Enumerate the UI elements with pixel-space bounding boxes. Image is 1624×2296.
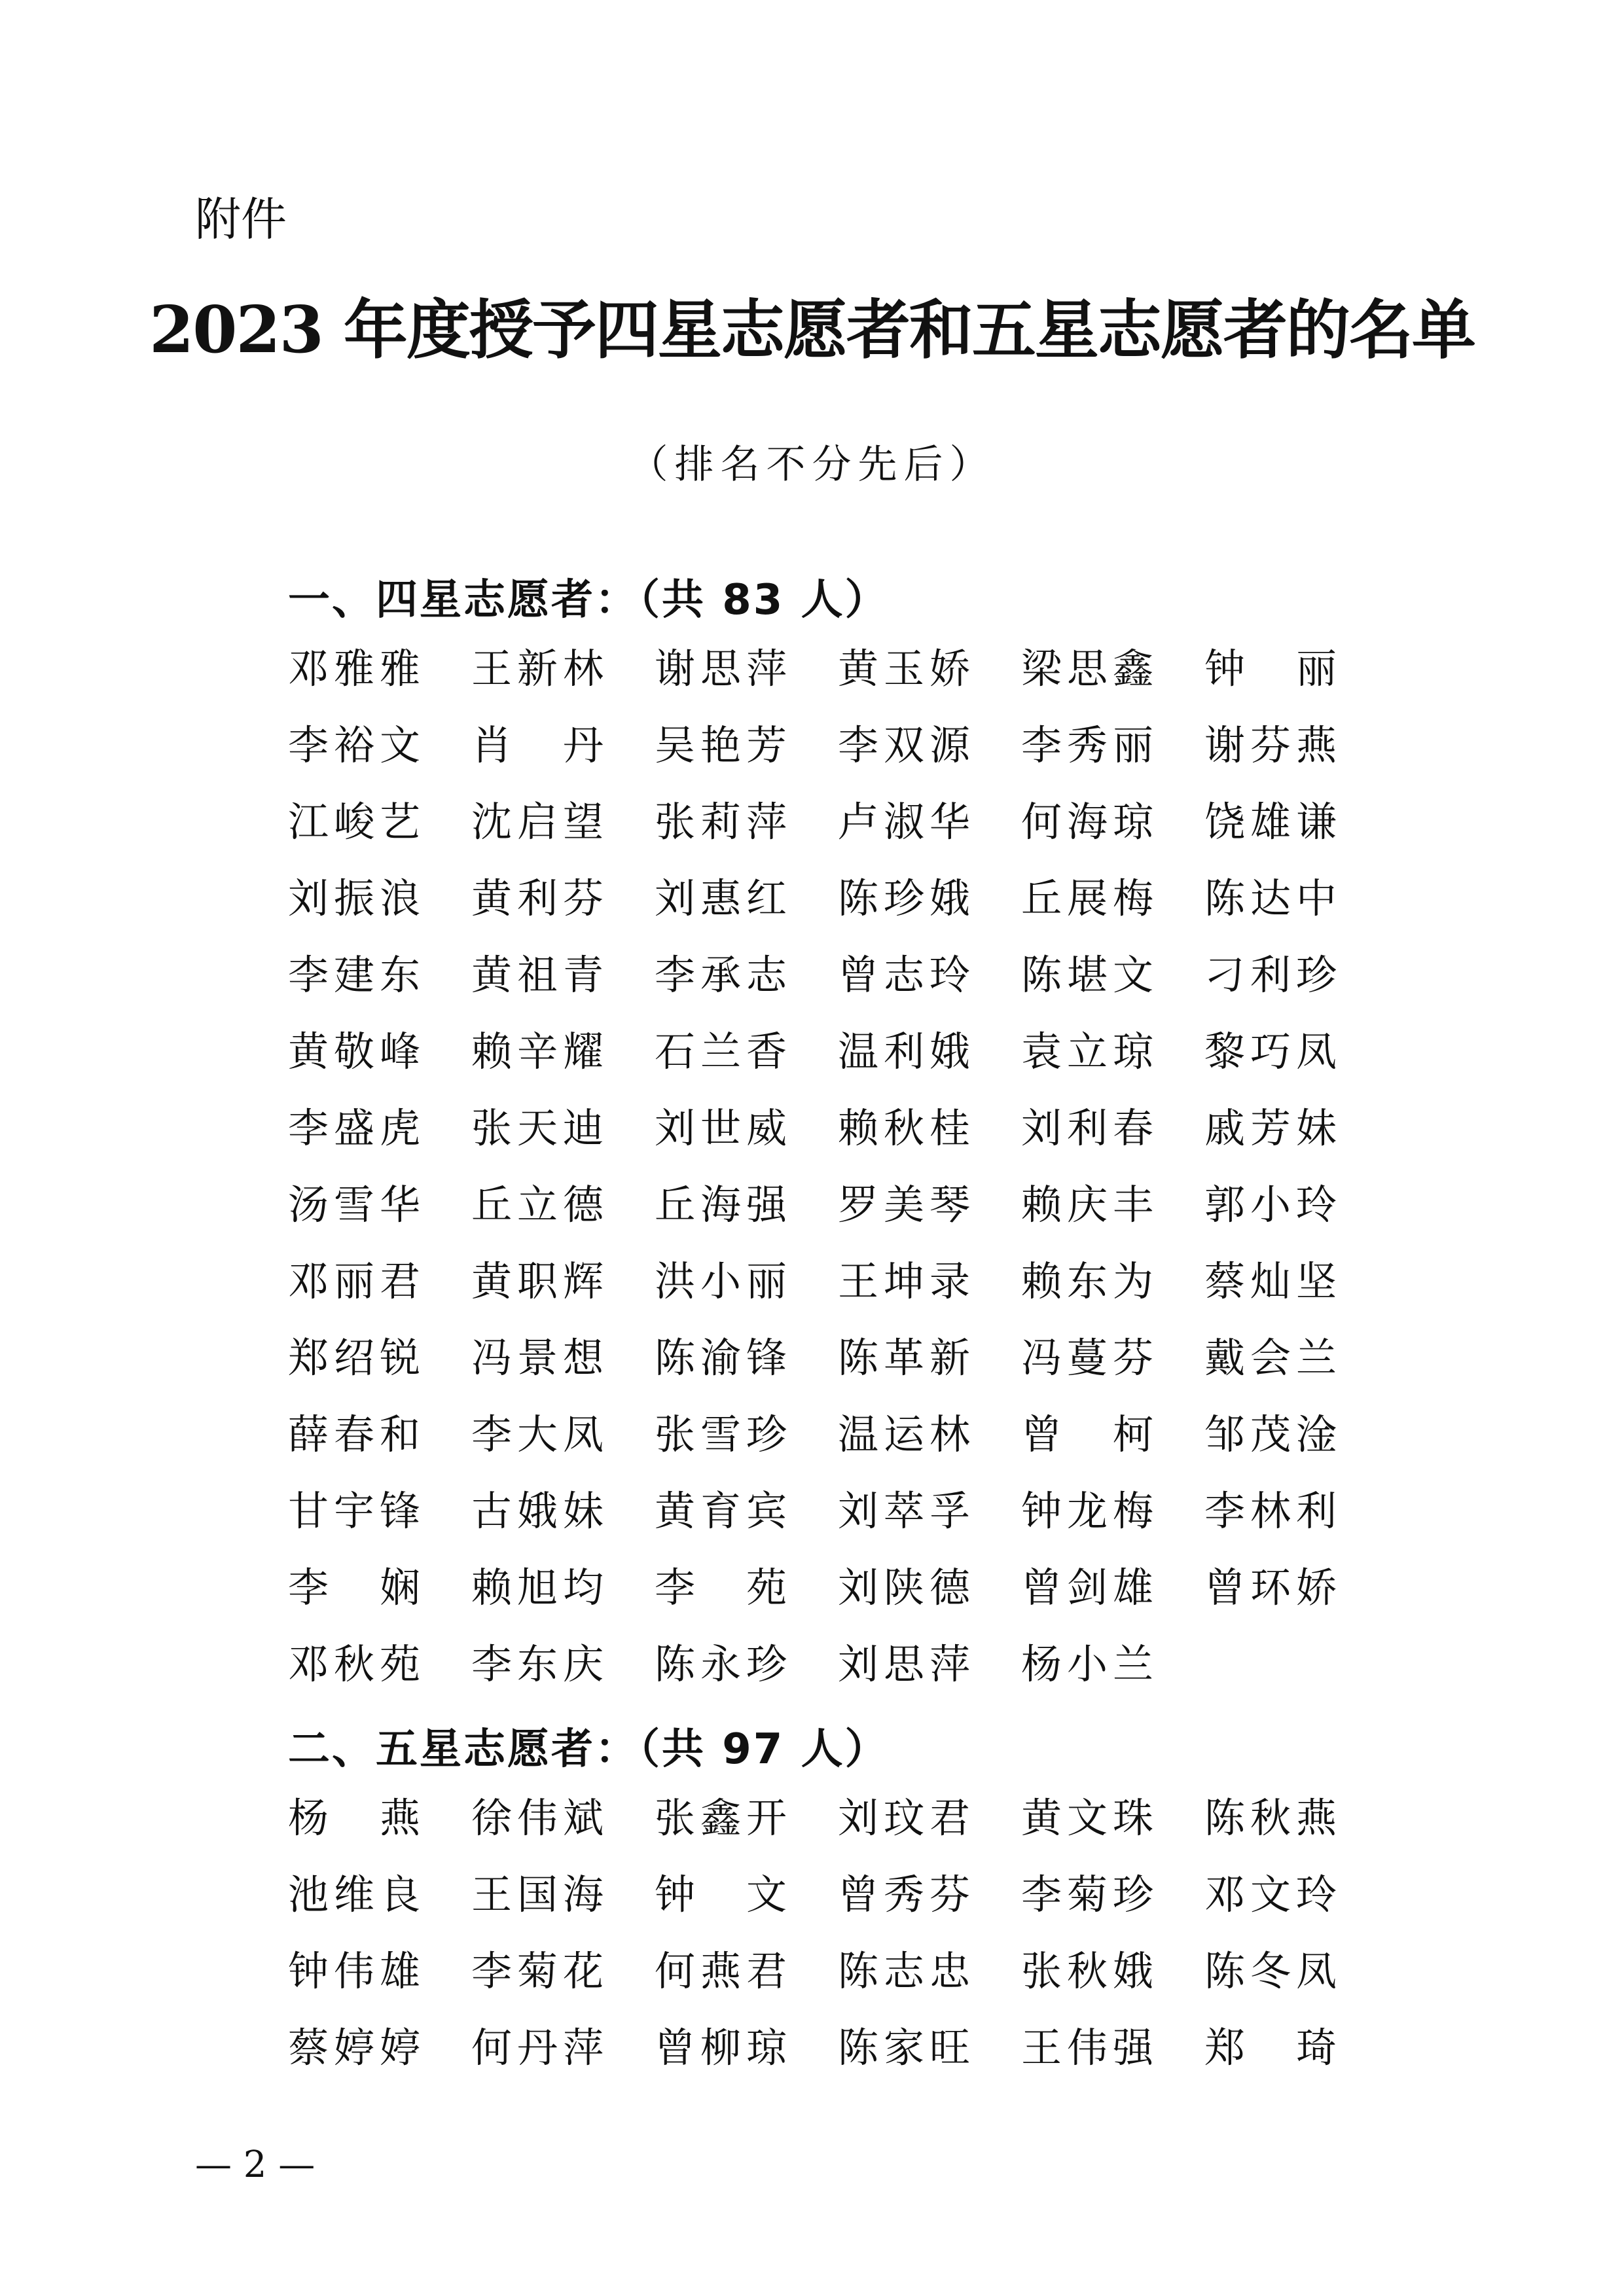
- attachment-label: 附件: [195, 192, 287, 246]
- document-title: 2023 年度授予四星志愿者和五星志愿者的名单: [149, 293, 1475, 368]
- name-entry: 李裕文: [288, 721, 426, 769]
- name-entry: 赖庆丰: [1021, 1181, 1159, 1229]
- name-entry: 黄利芬: [471, 874, 609, 922]
- name-entry: 李东庆: [471, 1640, 609, 1688]
- name-entry: 邓雅雅: [288, 645, 426, 692]
- name-entry: 黎巧凤: [1204, 1028, 1343, 1075]
- document-subtitle: （排名不分先后）: [628, 442, 996, 488]
- name-entry: 郑 琦: [1204, 2024, 1343, 2072]
- name-entry: 陈堪文: [1021, 951, 1159, 999]
- name-entry: 刘利春: [1021, 1104, 1159, 1152]
- name-entry: 黄文珠: [1021, 1794, 1159, 1842]
- name-entry: 徐伟斌: [471, 1794, 609, 1842]
- name-entry: 冯蔓芬: [1021, 1334, 1159, 1382]
- name-entry: 王国海: [471, 1871, 609, 1918]
- name-entry: 张秋娥: [1021, 1947, 1159, 1995]
- name-entry: 杨 燕: [288, 1794, 426, 1842]
- name-entry: 张莉萍: [655, 798, 793, 846]
- name-entry: 邹茂淦: [1204, 1410, 1343, 1458]
- name-entry: 何丹萍: [471, 2024, 609, 2072]
- name-entry: 李承志: [655, 951, 793, 999]
- name-entry: 赖辛耀: [471, 1028, 609, 1075]
- name-entry: 袁立琼: [1021, 1028, 1159, 1075]
- name-entry: 池维良: [288, 1871, 426, 1918]
- name-entry: 曾 柯: [1021, 1410, 1159, 1458]
- name-entry: 赖秋桂: [838, 1104, 976, 1152]
- name-entry: 曾剑雄: [1021, 1564, 1159, 1611]
- name-entry: 谢芬燕: [1204, 721, 1343, 769]
- name-entry: 吴艳芳: [655, 721, 793, 769]
- name-entry: 刘萃孚: [838, 1487, 976, 1535]
- name-entry: 罗美琴: [838, 1181, 976, 1229]
- four-star-section-heading: 一、四星志愿者：（共 83 人）: [288, 576, 889, 624]
- name-entry: 戴会兰: [1204, 1334, 1343, 1382]
- name-entry: 蔡婷婷: [288, 2024, 426, 2072]
- name-entry: 陈珍娥: [838, 874, 976, 922]
- name-entry: 丘展梅: [1021, 874, 1159, 922]
- four-star-names-list: [288, 643, 1388, 1715]
- name-entry: 刁利珍: [1204, 951, 1343, 999]
- name-entry: 张鑫开: [655, 1794, 793, 1842]
- five-star-names-list: [288, 1792, 1388, 2098]
- name-entry: 曾环娇: [1204, 1564, 1343, 1611]
- name-entry: 陈冬凤: [1204, 1947, 1343, 1995]
- name-entry: 何海琼: [1021, 798, 1159, 846]
- name-entry: 王新林: [471, 645, 609, 692]
- name-entry: 刘世威: [655, 1104, 793, 1152]
- name-entry: 丘立德: [471, 1181, 609, 1229]
- name-entry: 陈永珍: [655, 1640, 793, 1688]
- name-entry: 冯景想: [471, 1334, 609, 1382]
- name-entry: 肖 丹: [471, 721, 609, 769]
- name-entry: 汤雪华: [288, 1181, 426, 1229]
- name-entry: 温利娥: [838, 1028, 976, 1075]
- name-entry: 何燕君: [655, 1947, 793, 1995]
- name-entry: 李林利: [1204, 1487, 1343, 1535]
- name-entry: 蔡灿坚: [1204, 1257, 1343, 1305]
- name-entry: 曾秀芬: [838, 1871, 976, 1918]
- name-entry: 沈启望: [471, 798, 609, 846]
- name-entry: 黄职辉: [471, 1257, 609, 1305]
- name-entry: 李双源: [838, 721, 976, 769]
- name-entry: 李盛虎: [288, 1104, 426, 1152]
- name-entry: 杨小兰: [1021, 1640, 1159, 1688]
- name-entry: 李 娴: [288, 1564, 426, 1611]
- name-entry: 石兰香: [655, 1028, 793, 1075]
- name-entry: 李菊珍: [1021, 1871, 1159, 1918]
- name-entry: 陈革新: [838, 1334, 976, 1382]
- name-entry: 丘海强: [655, 1181, 793, 1229]
- name-entry: 陈志忠: [838, 1947, 976, 1995]
- page-number: — 2 —: [195, 2144, 316, 2186]
- name-entry: 邓丽君: [288, 1257, 426, 1305]
- name-entry: 郑绍锐: [288, 1334, 426, 1382]
- name-entry: 郭小玲: [1204, 1181, 1343, 1229]
- name-entry: 饶雄谦: [1204, 798, 1343, 846]
- name-entry: 邓秋苑: [288, 1640, 426, 1688]
- name-entry: 李菊花: [471, 1947, 609, 1995]
- name-entry: 甘宇锋: [288, 1487, 426, 1535]
- name-entry: 赖旭均: [471, 1564, 609, 1611]
- name-entry: 赖东为: [1021, 1257, 1159, 1305]
- name-entry: 陈秋燕: [1204, 1794, 1343, 1842]
- name-entry: 黄敬峰: [288, 1028, 426, 1075]
- name-entry: 刘陕德: [838, 1564, 976, 1611]
- name-entry: 曾柳琼: [655, 2024, 793, 2072]
- name-entry: 张雪珍: [655, 1410, 793, 1458]
- name-entry: 张天迪: [471, 1104, 609, 1152]
- name-entry: 陈家旺: [838, 2024, 976, 2072]
- name-entry: 李大凤: [471, 1410, 609, 1458]
- name-entry: 钟 文: [655, 1871, 793, 1918]
- name-entry: 薛春和: [288, 1410, 426, 1458]
- name-entry: 刘惠红: [655, 874, 793, 922]
- name-entry: 陈渝锋: [655, 1334, 793, 1382]
- name-entry: 黄育宾: [655, 1487, 793, 1535]
- name-entry: 谢思萍: [655, 645, 793, 692]
- name-entry: 钟龙梅: [1021, 1487, 1159, 1535]
- name-entry: 黄祖青: [471, 951, 609, 999]
- name-entry: 李建东: [288, 951, 426, 999]
- name-entry: 黄玉娇: [838, 645, 976, 692]
- name-entry: 洪小丽: [655, 1257, 793, 1305]
- name-entry: 温运林: [838, 1410, 976, 1458]
- name-entry: 曾志玲: [838, 951, 976, 999]
- name-entry: 江峻艺: [288, 798, 426, 846]
- five-star-section-heading: 二、五星志愿者：（共 97 人）: [288, 1725, 889, 1774]
- name-entry: 卢淑华: [838, 798, 976, 846]
- name-entry: 李秀丽: [1021, 721, 1159, 769]
- name-entry: 钟 丽: [1204, 645, 1343, 692]
- name-entry: 刘振浪: [288, 874, 426, 922]
- name-entry: 王伟强: [1021, 2024, 1159, 2072]
- name-entry: 李 苑: [655, 1564, 793, 1611]
- name-entry: 古娥妹: [471, 1487, 609, 1535]
- name-entry: 戚芳妹: [1204, 1104, 1343, 1152]
- name-entry: 刘思萍: [838, 1640, 976, 1688]
- name-entry: 陈达中: [1204, 874, 1343, 922]
- name-entry: 梁思鑫: [1021, 645, 1159, 692]
- name-entry: 王坤录: [838, 1257, 976, 1305]
- name-entry: 刘玟君: [838, 1794, 976, 1842]
- name-entry: 钟伟雄: [288, 1947, 426, 1995]
- name-entry: 邓文玲: [1204, 1871, 1343, 1918]
